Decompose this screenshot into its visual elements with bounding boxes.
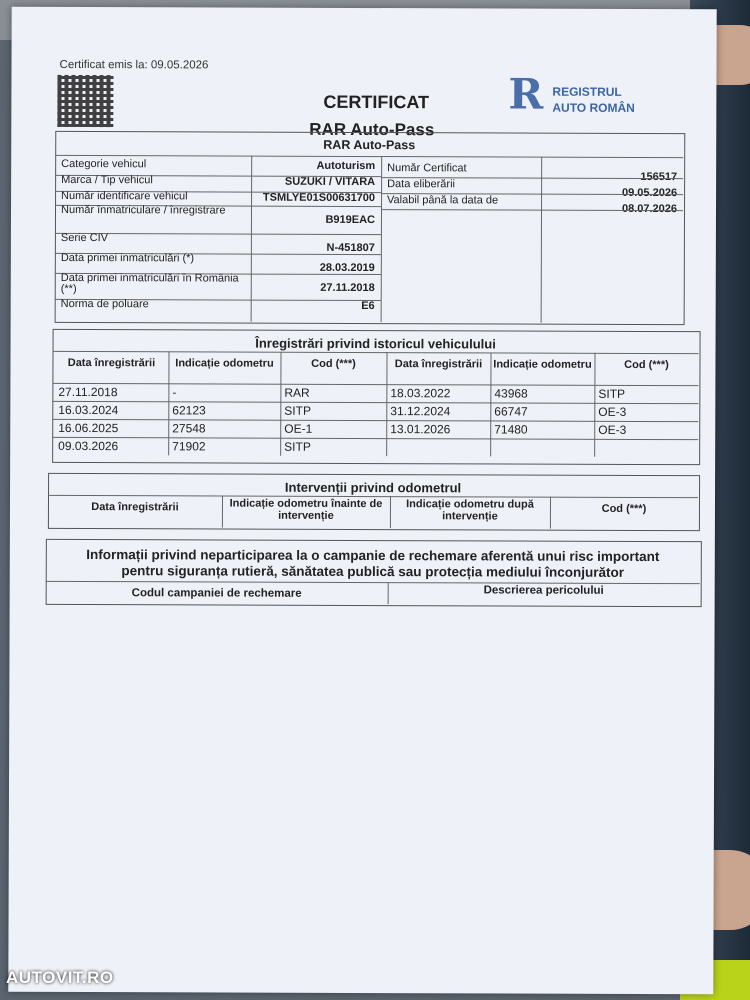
recall-header-code: Codul campaniei de rechemare bbox=[131, 587, 302, 600]
rar-logo bbox=[508, 69, 658, 130]
certificate-field-label: Valabil până la data de bbox=[387, 194, 499, 207]
history-header: Indicație odometru bbox=[493, 358, 592, 371]
recall-title-line1: Informații privind neparticiparea la o campanie de rechemare aferentă unui risc important bbox=[86, 547, 660, 565]
vehicle-field-label: Categorie vehicul bbox=[61, 157, 147, 171]
vehicle-field-label: Serie CIV bbox=[60, 231, 109, 245]
vehicle-section-title: RAR Auto-Pass bbox=[323, 137, 416, 153]
page-title: CERTIFICAT bbox=[323, 91, 430, 113]
history-header: Data înregistrării bbox=[394, 358, 483, 371]
recall-header-description: Descrierea pericolului bbox=[483, 584, 604, 597]
history-cell: 71480 bbox=[494, 422, 528, 437]
history-cell: SITP bbox=[598, 386, 626, 401]
history-header: Indicație odometru bbox=[175, 357, 274, 370]
vehicle-field-value: TSMLYE01S00631700 bbox=[262, 191, 376, 205]
history-cell: 27548 bbox=[172, 421, 206, 436]
history-cell: RAR bbox=[284, 385, 310, 400]
certificate-paper bbox=[8, 7, 716, 994]
history-header: Cod (***) bbox=[624, 358, 669, 372]
history-cell: 43968 bbox=[494, 386, 528, 401]
history-cell: 09.03.2026 bbox=[58, 438, 119, 454]
recall-title-line2: pentru siguranța rutieră, sănătatea publică sau protecția mediului înconjurător bbox=[121, 563, 625, 580]
watermark: AUTOVIT.RO bbox=[6, 968, 114, 987]
certificate-field-value: 156517 bbox=[640, 170, 678, 184]
page-subtitle: RAR Auto-Pass bbox=[309, 119, 435, 140]
history-cell: - bbox=[172, 385, 177, 400]
vehicle-field-value: N-451807 bbox=[326, 241, 375, 255]
vehicle-field-label: Data primei inmatriculări (*) bbox=[60, 251, 195, 265]
vehicle-field-value: 27.11.2018 bbox=[320, 281, 375, 295]
vehicle-field-label: Norma de poluare bbox=[60, 297, 149, 311]
logo-line2: AUTO ROMÂN bbox=[552, 100, 635, 115]
vehicle-field-label: Data primei inmatriculări în România (**) bbox=[60, 271, 239, 296]
history-header: Data înregistrării bbox=[67, 356, 156, 370]
rar-logo-icon: R bbox=[508, 69, 544, 119]
certificate-field-value: 08.07.2026 bbox=[621, 202, 678, 216]
history-cell: 71902 bbox=[172, 439, 206, 454]
history-cell: OE-3 bbox=[598, 404, 627, 419]
history-section-title: Înregistrări privind istoricul vehiculului bbox=[255, 335, 496, 352]
certificate-field-value: 09.05.2026 bbox=[621, 186, 678, 200]
history-cell: 27.11.2018 bbox=[58, 384, 118, 400]
history-cell: SITP bbox=[284, 403, 312, 418]
history-cell: 16.06.2025 bbox=[58, 420, 119, 436]
logo-line1: REGISTRUL bbox=[552, 84, 622, 99]
qr-code bbox=[57, 75, 113, 127]
history-cell: 13.01.2026 bbox=[390, 422, 451, 437]
history-cell: 62123 bbox=[172, 403, 206, 418]
certificate-field-label: Număr Certificat bbox=[387, 162, 467, 175]
history-cell: 31.12.2024 bbox=[390, 404, 451, 419]
history-cell: SITP bbox=[284, 439, 311, 454]
history-cell: 18.03.2022 bbox=[390, 386, 451, 401]
vehicle-field-label: Număr identificare vehicul bbox=[61, 189, 188, 203]
column-divider bbox=[550, 497, 551, 529]
interventions-header: Cod (***) bbox=[601, 502, 647, 515]
history-cell: OE-3 bbox=[598, 422, 627, 437]
vehicle-field-value: 28.03.2019 bbox=[319, 261, 375, 275]
interventions-header: Indicație odometru înainte de intervenție bbox=[229, 497, 383, 522]
column-divider bbox=[390, 496, 391, 528]
vehicle-field-value: E6 bbox=[361, 299, 375, 313]
column-divider bbox=[222, 496, 223, 528]
vehicle-field-value: Autoturism bbox=[316, 159, 376, 173]
issue-date-text: Certificat emis la: 09.05.2026 bbox=[59, 58, 209, 72]
vehicle-field-label: Marca / Tip vehicul bbox=[61, 173, 153, 187]
vehicle-field-value: SUZUKI / VITARA bbox=[284, 175, 376, 189]
interventions-section-title: Intervenții privind odometrul bbox=[284, 479, 462, 496]
history-cell: 66747 bbox=[494, 404, 528, 419]
vehicle-field-value: B919EAC bbox=[325, 213, 375, 227]
certificate-field-label: Data eliberării bbox=[387, 178, 456, 191]
vehicle-field-label: Număr înmatriculare / înregistrare bbox=[60, 203, 226, 217]
interventions-header: Data înregistrării bbox=[91, 501, 179, 514]
interventions-header: Indicație odometru după intervenție bbox=[406, 498, 534, 523]
history-cell: 16.03.2024 bbox=[58, 402, 119, 418]
history-header: Cod (***) bbox=[311, 357, 356, 370]
history-cell: OE-1 bbox=[284, 421, 313, 436]
